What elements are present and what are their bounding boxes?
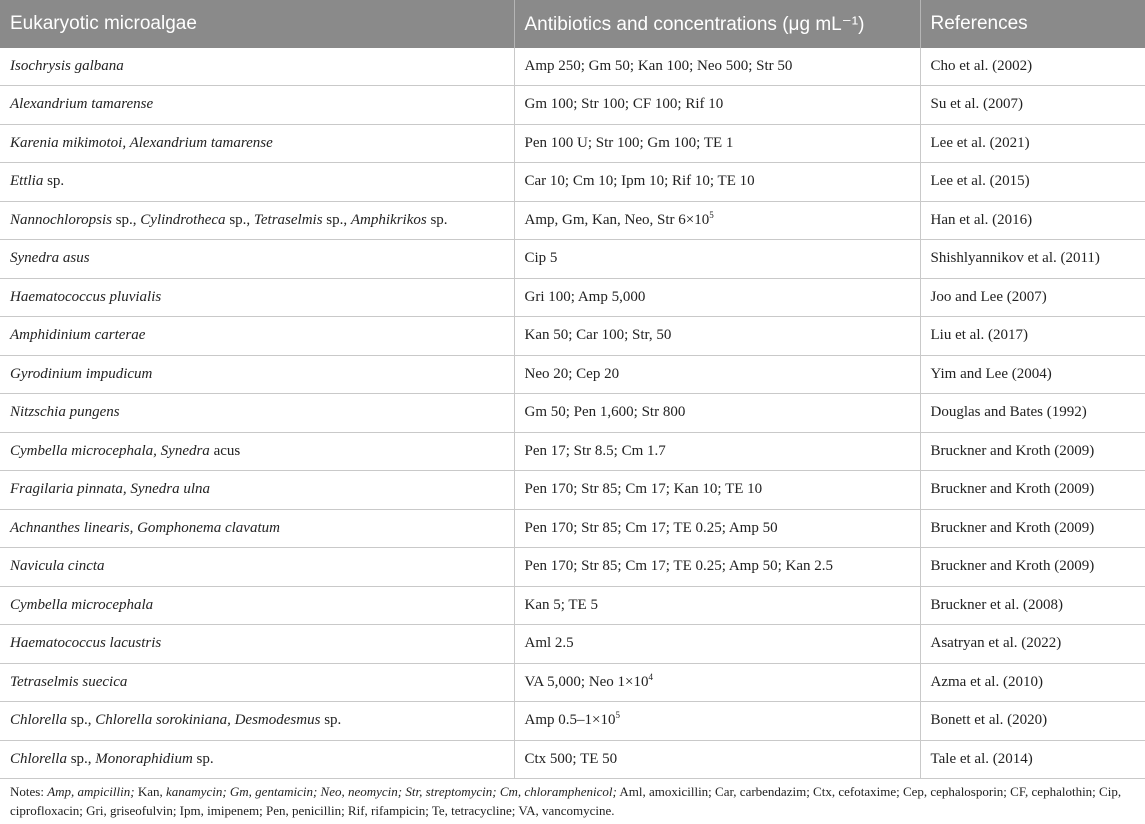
cell-microalgae <box>0 163 514 202</box>
cell-antibiotics <box>514 509 920 548</box>
cell-microalgae <box>0 663 514 702</box>
text-segment: sp. <box>43 173 65 190</box>
table-row <box>0 740 1145 779</box>
table-row <box>0 509 1145 548</box>
text-segment: Aml, amoxicillin; Car, carbendazim; Ctx, cefotaxime; Cep, cephalosporin; CF, cephalothin; Cip, ciprofloxacin; Gri, griseofulvin; Ipm, imipenem; Pen, penicillin; Rif, rifampicin; Te, tetracycline; VA, vancomycine. <box>10 784 1122 818</box>
text-segment: Tetraselmis suecica <box>10 673 128 690</box>
table-row <box>0 663 1145 702</box>
cell-reference: Bruckner and Kroth (2009) <box>920 509 1145 548</box>
cell-microalgae <box>0 548 514 587</box>
text-segment: VA 5,000; Neo 1×10 <box>524 673 649 690</box>
cell-antibiotics <box>514 548 920 587</box>
table-row <box>0 471 1145 510</box>
text-segment: Cylindrotheca <box>140 211 226 228</box>
text-segment: Achnanthes linearis, Gomphonema clavatum <box>10 519 280 536</box>
cell-reference: Han et al. (2016) <box>920 201 1145 240</box>
cell-reference: Bruckner and Kroth (2009) <box>920 471 1145 510</box>
cell-reference: Cho et al. (2002) <box>920 48 1145 86</box>
superscript: 4 <box>648 671 654 682</box>
table-row <box>0 586 1145 625</box>
table-row <box>0 702 1145 741</box>
cell-reference: Lee et al. (2015) <box>920 163 1145 202</box>
text-segment: Amp 250; Gm 50; Kan 100; Neo 500; Str 50 <box>524 58 793 74</box>
column-header-antibiotics: Antibiotics and concentrations (μg mL⁻¹) <box>514 0 920 48</box>
text-segment: Amp 0.5–1×10 <box>524 712 616 729</box>
text-segment: Neo 20; Cep 20 <box>524 365 620 382</box>
text-segment: sp. <box>320 712 342 729</box>
cell-reference: Azma et al. (2010) <box>920 663 1145 702</box>
text-segment: Tetraselmis <box>253 211 323 228</box>
text-segment: sp., <box>66 712 96 729</box>
cell-antibiotics <box>514 278 920 317</box>
cell-reference: Bruckner et al. (2008) <box>920 586 1145 625</box>
table-header <box>0 0 1145 48</box>
cell-reference: Asatryan et al. (2022) <box>920 625 1145 664</box>
cell-reference: Su et al. (2007) <box>920 86 1145 125</box>
superscript: 5 <box>615 710 620 721</box>
text-segment: Cip 5 <box>524 250 558 267</box>
text-segment: Chlorella <box>10 750 67 767</box>
cell-microalgae <box>0 317 514 356</box>
cell-antibiotics <box>514 471 920 510</box>
text-segment: Amp, ampicillin; <box>47 784 135 799</box>
text-segment: Pen 170; Str 85; Cm 17; Kan 10; TE 10 <box>524 481 763 498</box>
cell-antibiotics <box>514 702 920 741</box>
cell-antibiotics <box>514 355 920 394</box>
text-segment: Pen 100 U; Str 100; Gm 100; TE 1 <box>524 134 734 151</box>
cell-microalgae <box>0 702 514 741</box>
text-segment: sp. <box>426 211 448 228</box>
cell-antibiotics <box>514 317 920 356</box>
text-segment: Nitzschia pungens <box>10 404 120 421</box>
cell-antibiotics <box>514 86 920 125</box>
cell-microalgae <box>0 355 514 394</box>
table-notes <box>10 782 1135 820</box>
header-row <box>0 0 1145 48</box>
text-segment: Alexandrium tamarense <box>10 96 154 113</box>
cell-microalgae <box>0 201 514 240</box>
text-segment: sp., <box>225 211 254 228</box>
text-segment: Kan 50; Car 100; Str, 50 <box>524 327 672 344</box>
text-segment: Kan 5; TE 5 <box>524 596 598 613</box>
text-segment: Notes: <box>10 784 48 799</box>
cell-microalgae <box>0 432 514 471</box>
cell-antibiotics <box>514 740 920 779</box>
cell-reference: Joo and Lee (2007) <box>920 278 1145 317</box>
text-segment: Pen 170; Str 85; Cm 17; TE 0.25; Amp 50 <box>524 519 778 536</box>
text-segment: Navicula cincta <box>10 558 105 575</box>
text-segment: Amphidinium carterae <box>10 327 146 344</box>
cell-microalgae <box>0 471 514 510</box>
cell-reference: Liu et al. (2017) <box>920 317 1145 356</box>
cell-microalgae <box>0 740 514 779</box>
text-segment: Gri 100; Amp 5,000 <box>524 288 646 305</box>
cell-microalgae <box>0 240 514 279</box>
cell-antibiotics <box>514 163 920 202</box>
text-segment: Haematococcus pluvialis <box>10 288 162 305</box>
text-segment: acus <box>209 442 241 459</box>
cell-reference: Shishlyannikov et al. (2011) <box>920 240 1145 279</box>
text-segment: Haematococcus lacustris <box>10 635 162 652</box>
cell-microalgae <box>0 394 514 433</box>
table-row <box>0 317 1145 356</box>
table-body <box>0 48 1145 779</box>
text-segment: sp., <box>111 211 141 228</box>
cell-reference: Lee et al. (2021) <box>920 124 1145 163</box>
text-segment: Gm 50; Pen 1,600; Str 800 <box>524 404 686 421</box>
cell-microalgae <box>0 124 514 163</box>
cell-microalgae <box>0 278 514 317</box>
table-row <box>0 548 1145 587</box>
cell-reference: Tale et al. (2014) <box>920 740 1145 779</box>
text-segment: sp., <box>66 750 96 767</box>
cell-antibiotics <box>514 586 920 625</box>
cell-antibiotics <box>514 240 920 279</box>
text-segment: Aml 2.5 <box>524 635 574 652</box>
text-segment: Cymbella microcephala, Synedra <box>10 442 210 459</box>
table-row <box>0 625 1145 664</box>
cell-antibiotics <box>514 394 920 433</box>
text-segment: Car 10; Cm 10; Ipm 10; Rif 10; TE 10 <box>524 173 755 190</box>
text-segment: sp., <box>322 211 351 228</box>
cell-reference: Bruckner and Kroth (2009) <box>920 548 1145 587</box>
table-row <box>0 355 1145 394</box>
table-row <box>0 124 1145 163</box>
text-segment: Chlorella sorokiniana, Desmodesmus <box>95 712 321 729</box>
cell-microalgae <box>0 586 514 625</box>
cell-reference: Bonett et al. (2020) <box>920 702 1145 741</box>
text-segment: kanamycin; Gm, gentamicin; Neo, neomycin; Str, streptomycin; Cm, chloramphenicol; <box>166 784 617 799</box>
text-segment: Synedra asus <box>10 250 90 267</box>
text-segment: Ctx 500; TE 50 <box>524 750 618 767</box>
cell-antibiotics <box>514 432 920 471</box>
cell-antibiotics <box>514 625 920 664</box>
table-row <box>0 201 1145 240</box>
text-segment: Cymbella microcephala <box>10 596 154 613</box>
cell-reference: Bruckner and Kroth (2009) <box>920 432 1145 471</box>
cell-antibiotics <box>514 201 920 240</box>
text-segment: Kan, <box>134 784 167 799</box>
cell-antibiotics <box>514 48 920 86</box>
cell-microalgae <box>0 48 514 86</box>
text-segment: Amphikrikos <box>350 211 427 228</box>
table-row <box>0 86 1145 125</box>
table-row <box>0 48 1145 86</box>
cell-microalgae <box>0 86 514 125</box>
table-row <box>0 394 1145 433</box>
text-segment: Monoraphidium <box>95 750 193 767</box>
text-segment: Gyrodinium impudicum <box>10 365 153 382</box>
text-segment: Nannochloropsis <box>10 211 112 228</box>
superscript: 5 <box>709 209 714 220</box>
text-segment: Fragilaria pinnata, Synedra ulna <box>10 481 210 498</box>
text-segment: Ettlia <box>10 173 44 190</box>
text-segment: Amp, Gm, Kan, Neo, Str 6×10 <box>524 211 710 228</box>
column-header-microalgae: Eukaryotic microalgae <box>0 0 514 48</box>
table-row <box>0 240 1145 279</box>
column-header-references: References <box>920 0 1145 48</box>
cell-antibiotics <box>514 663 920 702</box>
text-segment: Chlorella <box>10 712 67 729</box>
table-row <box>0 432 1145 471</box>
cell-reference: Yim and Lee (2004) <box>920 355 1145 394</box>
text-segment: Isochrysis galbana <box>10 58 124 74</box>
cell-antibiotics <box>514 124 920 163</box>
table-row <box>0 278 1145 317</box>
cell-microalgae <box>0 509 514 548</box>
table-row <box>0 163 1145 202</box>
cell-reference: Douglas and Bates (1992) <box>920 394 1145 433</box>
text-segment: Pen 170; Str 85; Cm 17; TE 0.25; Amp 50; Kan 2.5 <box>524 558 833 575</box>
text-segment: sp. <box>192 750 214 767</box>
text-segment: Karenia mikimotoi, Alexandrium tamarense <box>10 134 273 151</box>
text-segment: Gm 100; Str 100; CF 100; Rif 10 <box>524 96 724 113</box>
cell-microalgae <box>0 625 514 664</box>
text-segment: Pen 17; Str 8.5; Cm 1.7 <box>524 442 666 459</box>
